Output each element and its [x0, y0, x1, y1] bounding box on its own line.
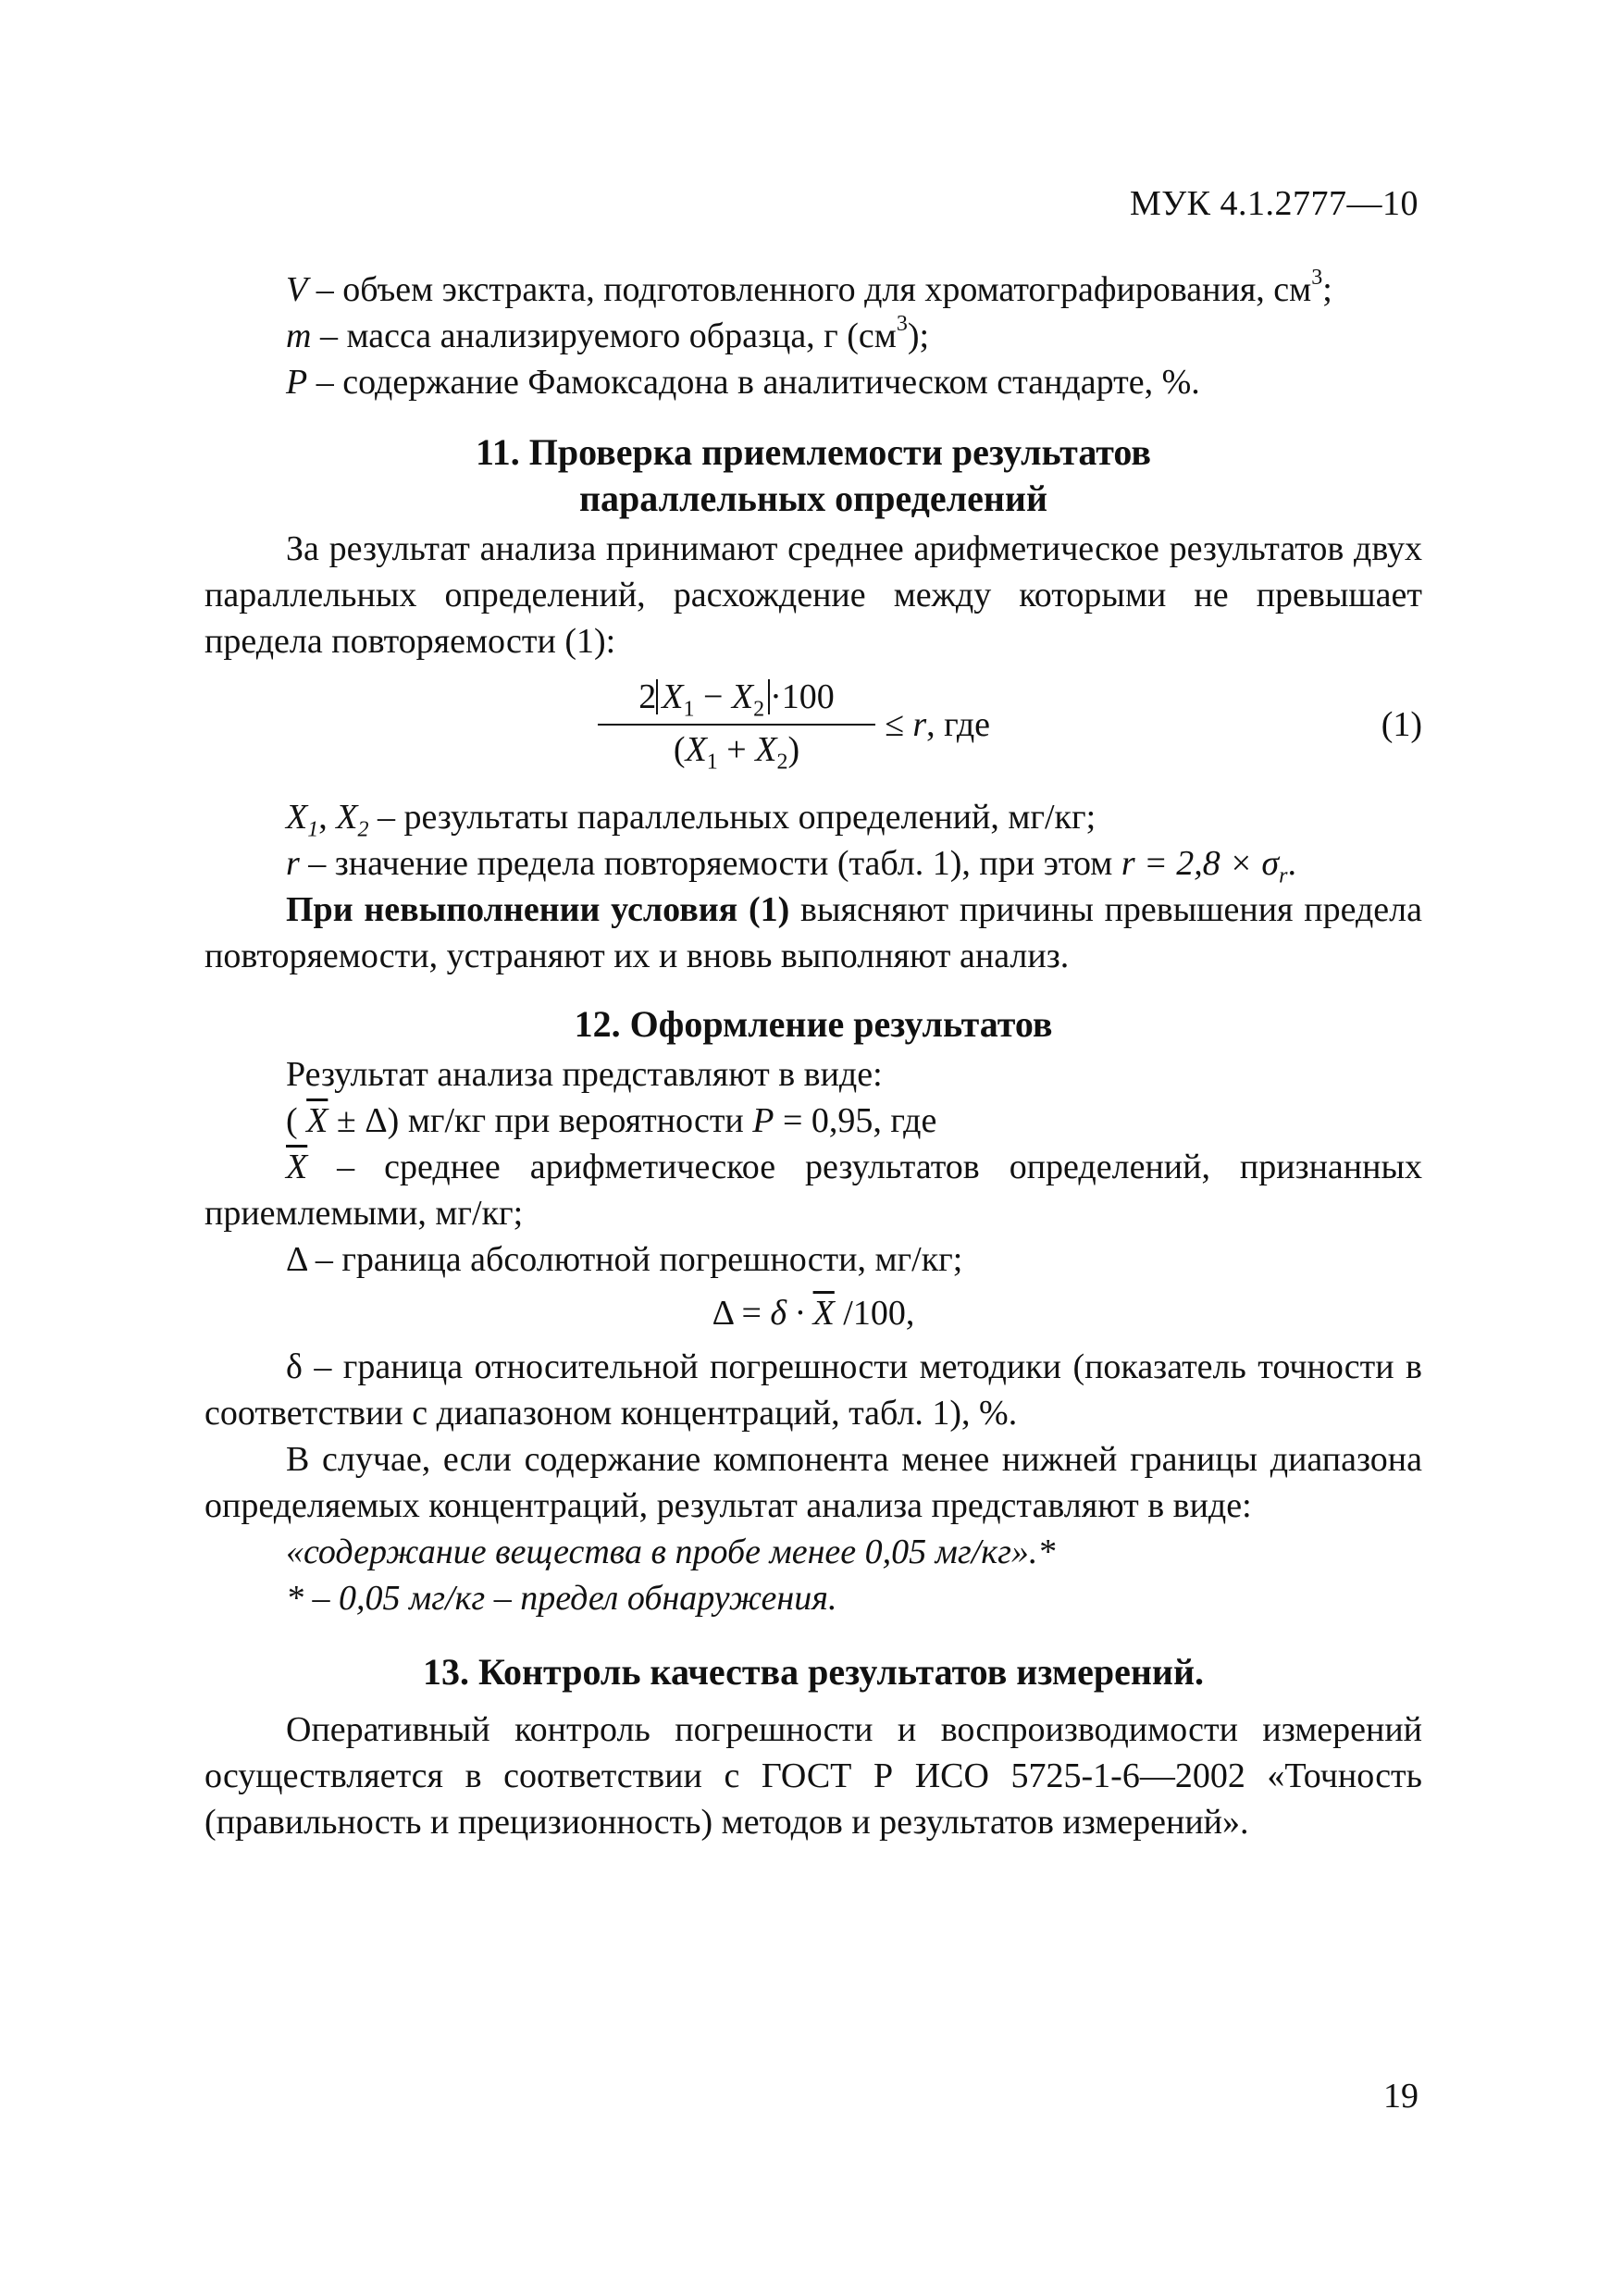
repeatability-formula: [204, 674, 1422, 785]
page-number: 19: [1383, 2077, 1419, 2116]
document-code-header: МУК 4.1.2777—10: [1129, 184, 1419, 223]
failure-instruction: При невыполнении условия (1) выясняют причины превышения предела повторяемости, устраняют их и вновь выполняют анализ.: [204, 890, 1422, 975]
definition-small-delta: δ – граница относительной погрешности методики (показатель точности в соответствии с диапазоном концентраций, табл. 1), %.: [204, 1347, 1422, 1433]
page-content: [204, 267, 1422, 1845]
formula-condition: ≤ r, где: [885, 705, 991, 744]
below-range-case: В случае, если содержание компонента менее нижней границы диапазона определяемых концентраций, результат анализа представляют в виде:: [204, 1440, 1422, 1525]
section-11-intro: За результат анализа принимают среднее арифметическое результатов двух параллельных определений, расхождение между которыми не превышает предела повторяемости (1):: [204, 529, 1422, 661]
section-12-title: 12. Оформление результатов: [574, 1003, 1053, 1045]
detection-limit-footnote: * – 0,05 мг/кг – предел обнаружения.: [286, 1579, 837, 1618]
definition-P: P – содержание Фамоксадона в аналитическом стандарте, %.: [286, 363, 1200, 402]
formula-numerator: 2 $X_1 - X_2 \cdot 100$: [638, 677, 835, 722]
definition-xbar: $\overline{X}$ – среднее арифметическое результатов определений, признанных приемлемыми, мг/кг;: [204, 1148, 1422, 1233]
delta-formula: $\Delta = \delta \cdot \overline{X}$ /100,: [712, 1294, 915, 1333]
section-13-text: Оперативный контроль погрешности и воспроизводимости измерений осуществляется в соответствии с ГОСТ Р ИСО 5725-1-6—2002 «Точность (правильность и прецизионность) методов и результатов измерений».: [204, 1710, 1422, 1842]
result-form-intro: Результат анализа представляют в виде:: [286, 1055, 883, 1094]
below-range-quote: «содержание вещества в пробе менее 0,05 мг/кг».*: [286, 1533, 1056, 1571]
definition-r: r – значение предела повторяемости (табл. 1), при этом $r = 2,8 \times \sigma_r$.: [286, 844, 1296, 888]
section-13-title: 13. Контроль качества результатов измерений.: [423, 1651, 1204, 1693]
definition-m: m – масса анализируемого образца, г $(см^3)$;: [286, 312, 930, 355]
definition-V: V – объем экстракта, подготовленного для хроматографирования, $см^3$;: [286, 266, 1332, 309]
formula-fraction: [598, 674, 875, 774]
definition-delta: Δ – граница абсолютной погрешности, мг/кг;: [286, 1240, 963, 1279]
formula-denominator: $(X_1 + X_2)$: [673, 730, 800, 775]
section-11-title: 11. Проверка приемлемости результатов параллельных определений: [475, 431, 1152, 519]
equation-number: (1): [1381, 705, 1422, 744]
definition-x1-x2: $X_1$, $X_2$ – результаты параллельных определений, мг/кг;: [286, 798, 1096, 842]
result-form-expression: ( $\overline{X} \pm \Delta$) мг/кг при вероятности P = 0,95, где: [286, 1101, 937, 1140]
